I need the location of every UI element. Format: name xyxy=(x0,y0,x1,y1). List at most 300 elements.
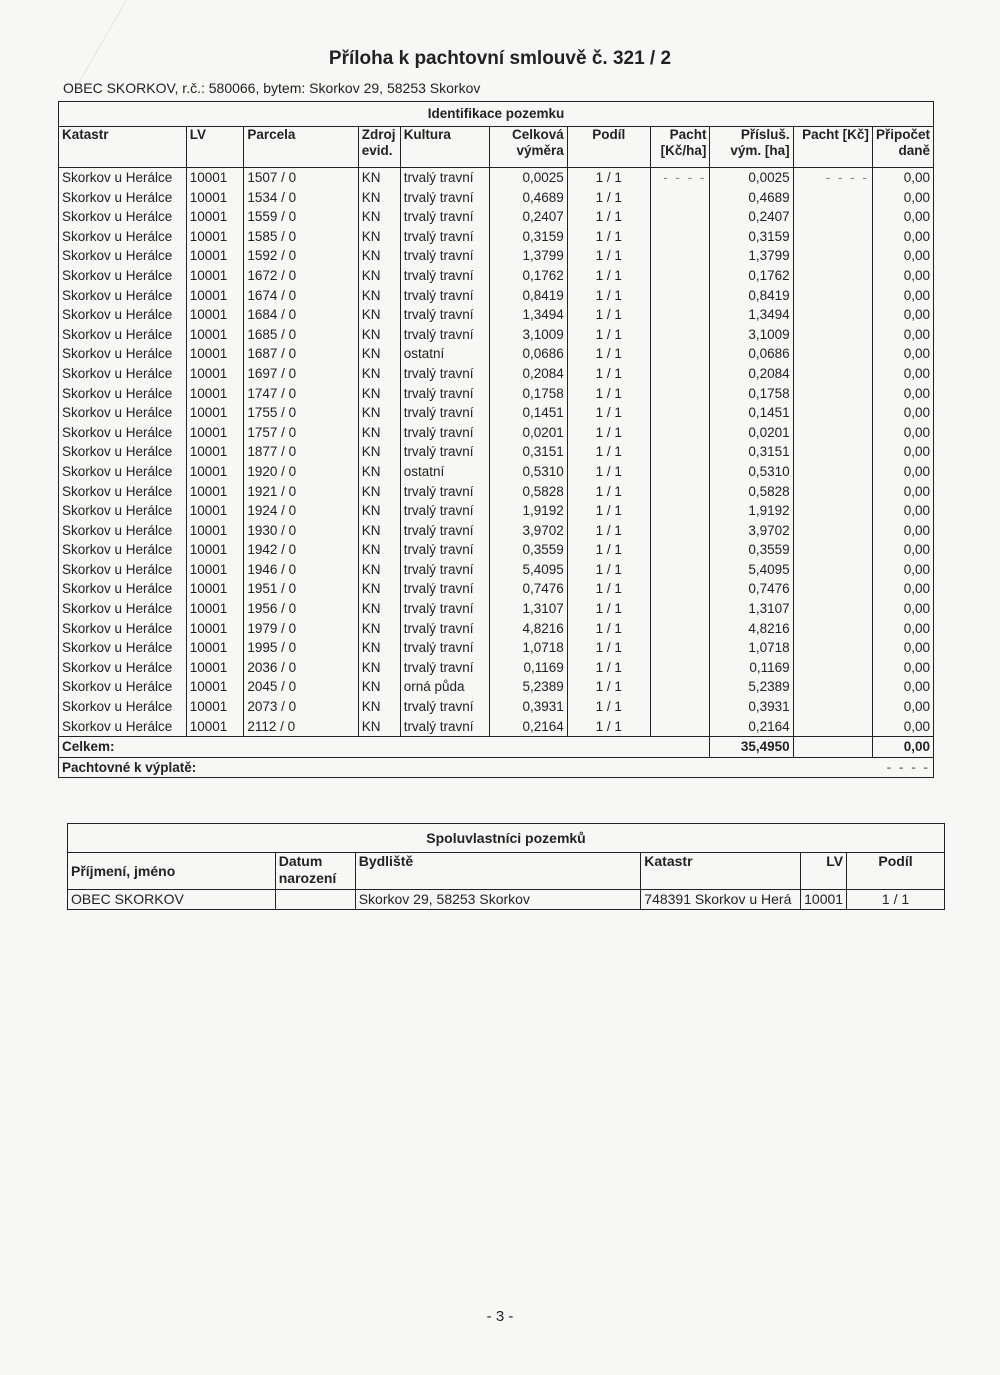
cell-zdroj: KN xyxy=(358,325,400,345)
cell-dan: 0,00 xyxy=(872,423,933,443)
cell-empty xyxy=(793,403,872,423)
col-lv: LV xyxy=(186,127,244,168)
cell-empty: - - - - xyxy=(650,168,710,188)
cell-prislus: 0,0686 xyxy=(710,344,793,364)
cell-vymera: 1,0718 xyxy=(490,638,567,658)
cell-zdroj: KN xyxy=(358,305,400,325)
co-owners-table xyxy=(67,823,945,910)
cell-vymera: 0,1762 xyxy=(490,266,567,286)
cell-empty xyxy=(650,344,710,364)
cell-katastr: Skorkov u Herálce xyxy=(59,560,187,580)
cell-podil: 1 / 1 xyxy=(567,168,650,188)
cell-prislus: 0,5828 xyxy=(710,482,793,502)
cell-vymera: 3,9702 xyxy=(490,521,567,541)
cell-empty xyxy=(793,462,872,482)
cell-dan: 0,00 xyxy=(872,442,933,462)
cell-dan: 0,00 xyxy=(872,638,933,658)
cell-parcela: 1956 / 0 xyxy=(244,599,358,619)
cell-empty xyxy=(650,560,710,580)
cell-empty xyxy=(650,286,710,306)
cell-podil: 1 / 1 xyxy=(567,521,650,541)
cell-vymera: 1,3494 xyxy=(490,305,567,325)
payout-dashes: - - - - xyxy=(872,757,933,778)
cell-parcela: 1592 / 0 xyxy=(244,246,358,266)
table-row xyxy=(59,560,934,580)
cell-zdroj: KN xyxy=(358,717,400,737)
col-celkova: Celková výměra xyxy=(490,127,567,168)
col-katastr2: Katastr xyxy=(641,853,801,890)
cell-lv: 10001 xyxy=(186,560,244,580)
cell-empty xyxy=(793,344,872,364)
cell-dan: 0,00 xyxy=(872,482,933,502)
cell-kultura: trvalý travní xyxy=(400,521,490,541)
table-row xyxy=(59,188,934,208)
cell-empty xyxy=(793,638,872,658)
cell-empty xyxy=(650,482,710,502)
cell-dan: 0,00 xyxy=(872,286,933,306)
cell-parcela: 1747 / 0 xyxy=(244,384,358,404)
cell-empty xyxy=(793,501,872,521)
cell-parcela: 2073 / 0 xyxy=(244,697,358,717)
cell-lv: 10001 xyxy=(186,540,244,560)
cell-parcela: 1995 / 0 xyxy=(244,638,358,658)
cell-prislus: 3,1009 xyxy=(710,325,793,345)
cell-lv: 10001 xyxy=(186,521,244,541)
cell-katastr: Skorkov u Herálce xyxy=(59,207,187,227)
cell-zdroj: KN xyxy=(358,286,400,306)
cell-empty xyxy=(650,364,710,384)
cell-zdroj: KN xyxy=(358,384,400,404)
cell-dan: 0,00 xyxy=(872,521,933,541)
cell-empty xyxy=(793,482,872,502)
cell-vymera: 0,5310 xyxy=(490,462,567,482)
cell-empty: - - - - xyxy=(793,168,872,188)
cell-empty xyxy=(650,462,710,482)
table-row xyxy=(68,890,945,910)
cell-vymera: 0,2164 xyxy=(490,717,567,737)
cell-parcela: 1946 / 0 xyxy=(244,560,358,580)
table-row xyxy=(59,442,934,462)
cell-zdroj: KN xyxy=(358,619,400,639)
cell-dan: 0,00 xyxy=(872,560,933,580)
cell-empty xyxy=(793,579,872,599)
cell-vymera: 0,3931 xyxy=(490,697,567,717)
cell-empty xyxy=(650,638,710,658)
cell-podil: 1 / 1 xyxy=(567,560,650,580)
table-row xyxy=(59,658,934,678)
cell-dan: 0,00 xyxy=(872,246,933,266)
cell-lv: 10001 xyxy=(186,697,244,717)
cell-empty xyxy=(650,403,710,423)
cell-vymera: 0,3151 xyxy=(490,442,567,462)
cell-prislus: 5,4095 xyxy=(710,560,793,580)
cell-parcela: 1920 / 0 xyxy=(244,462,358,482)
table-row xyxy=(59,207,934,227)
cell-empty xyxy=(650,423,710,443)
cell-empty xyxy=(793,658,872,678)
cell-empty xyxy=(650,442,710,462)
cell-zdroj: KN xyxy=(358,482,400,502)
cell-lv: 10001 xyxy=(186,501,244,521)
cell-podil: 1 / 1 xyxy=(567,246,650,266)
cell-zdroj: KN xyxy=(358,462,400,482)
cell-vymera: 0,0686 xyxy=(490,344,567,364)
cell-vymera: 1,3799 xyxy=(490,246,567,266)
cell-empty xyxy=(650,658,710,678)
cell-kultura: trvalý travní xyxy=(400,482,490,502)
cell-zdroj: KN xyxy=(358,364,400,384)
cell-zdroj: KN xyxy=(358,560,400,580)
cell-kultura: orná půda xyxy=(400,677,490,697)
cell-parcela: 1924 / 0 xyxy=(244,501,358,521)
cell-zdroj: KN xyxy=(358,677,400,697)
cell-katastr: Skorkov u Herálce xyxy=(59,482,187,502)
cell-katastr: Skorkov u Herálce xyxy=(59,579,187,599)
cell-kultura: trvalý travní xyxy=(400,599,490,619)
cell-empty xyxy=(650,697,710,717)
cell-podil: 1 / 1 xyxy=(567,442,650,462)
col-dob: Datum narození xyxy=(275,853,355,890)
cell-zdroj: KN xyxy=(358,599,400,619)
table-row xyxy=(59,423,934,443)
cell-empty xyxy=(793,266,872,286)
cell-kultura: trvalý travní xyxy=(400,658,490,678)
table-row xyxy=(59,521,934,541)
cell-empty xyxy=(650,325,710,345)
cell-prislus: 0,7476 xyxy=(710,579,793,599)
cell-kultura: trvalý travní xyxy=(400,717,490,737)
cell-kultura: ostatní xyxy=(400,462,490,482)
cell-empty xyxy=(650,677,710,697)
cell-katastr: Skorkov u Herálce xyxy=(59,599,187,619)
cell-zdroj: KN xyxy=(358,168,400,188)
cell-vymera: 0,2407 xyxy=(490,207,567,227)
cell-kultura: trvalý travní xyxy=(400,619,490,639)
cell-podil: 1 / 1 xyxy=(567,697,650,717)
cell-kultura: trvalý travní xyxy=(400,384,490,404)
cell-prislus: 0,3159 xyxy=(710,227,793,247)
cell-prislus: 5,2389 xyxy=(710,677,793,697)
cell-katastr: Skorkov u Herálce xyxy=(59,697,187,717)
cell-parcela: 1697 / 0 xyxy=(244,364,358,384)
cell-address: Skorkov 29, 58253 Skorkov xyxy=(355,890,641,910)
cell-katastr: Skorkov u Herálce xyxy=(59,521,187,541)
cell-kultura: trvalý travní xyxy=(400,266,490,286)
col-prislus: Přísluš. vým. [ha] xyxy=(710,127,793,168)
cell-vymera: 0,1169 xyxy=(490,658,567,678)
cell-dan: 0,00 xyxy=(872,619,933,639)
cell-dan: 0,00 xyxy=(872,501,933,521)
cell-empty xyxy=(793,521,872,541)
cell-kultura: ostatní xyxy=(400,344,490,364)
cell-kultura: trvalý travní xyxy=(400,188,490,208)
cell-lv: 10001 xyxy=(186,364,244,384)
cell-katastr: Skorkov u Herálce xyxy=(59,423,187,443)
cell-parcela: 1942 / 0 xyxy=(244,540,358,560)
cell-podil: 1 / 1 xyxy=(567,579,650,599)
cell-empty xyxy=(793,384,872,404)
table-row xyxy=(59,501,934,521)
cell-prislus: 3,9702 xyxy=(710,521,793,541)
cell-katastr: Skorkov u Herálce xyxy=(59,442,187,462)
cell-parcela: 1585 / 0 xyxy=(244,227,358,247)
cell-kultura: trvalý travní xyxy=(400,638,490,658)
table-row xyxy=(59,246,934,266)
cell-empty xyxy=(793,442,872,462)
cell-parcela: 1672 / 0 xyxy=(244,266,358,286)
cell-katastr: Skorkov u Herálce xyxy=(59,168,187,188)
cell-parcela: 1757 / 0 xyxy=(244,423,358,443)
cell-empty xyxy=(793,677,872,697)
col-katastr: Katastr xyxy=(59,127,187,168)
cell-prislus: 1,3494 xyxy=(710,305,793,325)
cell-lv: 10001 xyxy=(186,344,244,364)
cell-dan: 0,00 xyxy=(872,207,933,227)
cell-parcela: 1877 / 0 xyxy=(244,442,358,462)
col-parcela: Parcela xyxy=(244,127,358,168)
table-row xyxy=(59,677,934,697)
cell-vymera: 1,3107 xyxy=(490,599,567,619)
col-podil: Podíl xyxy=(567,127,650,168)
cell-podil: 1 / 1 xyxy=(567,540,650,560)
cell-podil: 1 / 1 xyxy=(567,717,650,737)
table-row xyxy=(59,599,934,619)
cell-vymera: 0,1758 xyxy=(490,384,567,404)
total-label: Celkem: xyxy=(59,737,710,758)
cell-parcela: 1685 / 0 xyxy=(244,325,358,345)
identification-table xyxy=(58,101,934,778)
cell-podil: 1 / 1 xyxy=(567,286,650,306)
identification-rows xyxy=(59,168,934,737)
cell-prislus: 0,0201 xyxy=(710,423,793,443)
cell-kultura: trvalý travní xyxy=(400,207,490,227)
cell-podil: 1 / 1 xyxy=(567,188,650,208)
cell-parcela: 1930 / 0 xyxy=(244,521,358,541)
cell-podil: 1 / 1 xyxy=(567,384,650,404)
cell-katastr: Skorkov u Herálce xyxy=(59,246,187,266)
cell-katastr: Skorkov u Herálce xyxy=(59,462,187,482)
col-lv2: LV xyxy=(801,853,847,890)
cell-podil: 1 / 1 xyxy=(567,266,650,286)
cell-dan: 0,00 xyxy=(872,364,933,384)
cell-zdroj: KN xyxy=(358,403,400,423)
cell-kultura: trvalý travní xyxy=(400,227,490,247)
cell-podil: 1 / 1 xyxy=(567,207,650,227)
cell-empty xyxy=(793,286,872,306)
cell-dan: 0,00 xyxy=(872,579,933,599)
cell-empty xyxy=(650,619,710,639)
cell-kultura: trvalý travní xyxy=(400,697,490,717)
co-owners-rows xyxy=(68,890,945,910)
cell-kultura: trvalý travní xyxy=(400,442,490,462)
col-address: Bydliště xyxy=(355,853,641,890)
cell-dan: 0,00 xyxy=(872,403,933,423)
cell-katastr: Skorkov u Herálce xyxy=(59,384,187,404)
table-row xyxy=(59,168,934,188)
cell-vymera: 5,4095 xyxy=(490,560,567,580)
cell-katastr: Skorkov u Herálce xyxy=(59,501,187,521)
cell-lv: 10001 xyxy=(186,168,244,188)
cell-lv: 10001 xyxy=(186,638,244,658)
col-pripocet: Připočet daně xyxy=(872,127,933,168)
cell-empty xyxy=(650,384,710,404)
cell-dob xyxy=(275,890,355,910)
cell-prislus: 0,8419 xyxy=(710,286,793,306)
cell-dan: 0,00 xyxy=(872,462,933,482)
cell-empty xyxy=(650,266,710,286)
col-zdroj: Zdroj evid. xyxy=(358,127,400,168)
cell-empty xyxy=(793,325,872,345)
page-number: - 3 - xyxy=(486,1308,514,1325)
cell-empty xyxy=(650,540,710,560)
cell-lv: 10001 xyxy=(186,403,244,423)
cell-katastr: Skorkov u Herálce xyxy=(59,305,187,325)
cell-katastr: Skorkov u Herálce xyxy=(59,188,187,208)
cell-parcela: 1979 / 0 xyxy=(244,619,358,639)
cell-zdroj: KN xyxy=(358,697,400,717)
cell-empty xyxy=(793,717,872,737)
cell-parcela: 2112 / 0 xyxy=(244,717,358,737)
cell-kultura: trvalý travní xyxy=(400,560,490,580)
cell-prislus: 1,3799 xyxy=(710,246,793,266)
cell-podil: 1 / 1 xyxy=(567,227,650,247)
table-row xyxy=(59,286,934,306)
document-title: Příloha k pachtovní smlouvě č. 321 / 2 xyxy=(328,48,672,69)
table-row xyxy=(59,697,934,717)
cell-zdroj: KN xyxy=(358,638,400,658)
cell-lv: 10001 xyxy=(186,227,244,247)
cell-empty xyxy=(793,540,872,560)
cell-parcela: 1921 / 0 xyxy=(244,482,358,502)
cell-dan: 0,00 xyxy=(872,266,933,286)
cell-dan: 0,00 xyxy=(872,227,933,247)
cell-prislus: 0,3931 xyxy=(710,697,793,717)
cell-prislus: 0,3559 xyxy=(710,540,793,560)
cell-katastr: Skorkov u Herálce xyxy=(59,266,187,286)
cell-lv: 10001 xyxy=(186,442,244,462)
cell-vymera: 3,1009 xyxy=(490,325,567,345)
cell-podil: 1 / 1 xyxy=(567,677,650,697)
cell-zdroj: KN xyxy=(358,521,400,541)
cell-dan: 0,00 xyxy=(872,658,933,678)
cell-parcela: 2036 / 0 xyxy=(244,658,358,678)
cell-lv: 10001 xyxy=(186,619,244,639)
cell-podil: 1 / 1 xyxy=(567,462,650,482)
cell-dan: 0,00 xyxy=(872,188,933,208)
total-dan: 0,00 xyxy=(872,737,933,758)
table-row xyxy=(59,462,934,482)
cell-vymera: 5,2389 xyxy=(490,677,567,697)
cell-podil: 1 / 1 xyxy=(567,423,650,443)
identification-title: Identifikace pozemku xyxy=(59,102,934,127)
cell-lv: 10001 xyxy=(186,423,244,443)
table-row xyxy=(59,619,934,639)
cell-parcela: 1951 / 0 xyxy=(244,579,358,599)
cell-empty xyxy=(793,560,872,580)
cell-prislus: 1,9192 xyxy=(710,501,793,521)
table-row xyxy=(59,403,934,423)
table-row xyxy=(59,482,934,502)
cell-kultura: trvalý travní xyxy=(400,579,490,599)
cell-podil: 1 / 1 xyxy=(567,305,650,325)
cell-kultura: trvalý travní xyxy=(400,364,490,384)
cell-podil: 1 / 1 xyxy=(847,890,945,910)
cell-kultura: trvalý travní xyxy=(400,168,490,188)
cell-empty xyxy=(650,717,710,737)
cell-dan: 0,00 xyxy=(872,717,933,737)
cell-dan: 0,00 xyxy=(872,599,933,619)
cell-prislus: 0,1762 xyxy=(710,266,793,286)
cell-prislus: 4,8216 xyxy=(710,619,793,639)
cell-parcela: 1687 / 0 xyxy=(244,344,358,364)
cell-empty xyxy=(793,207,872,227)
table-row xyxy=(59,305,934,325)
cell-prislus: 0,0025 xyxy=(710,168,793,188)
cell-prislus: 0,1169 xyxy=(710,658,793,678)
cell-katastr: Skorkov u Herálce xyxy=(59,677,187,697)
cell-podil: 1 / 1 xyxy=(567,658,650,678)
cell-empty xyxy=(793,188,872,208)
cell-prislus: 0,2407 xyxy=(710,207,793,227)
cell-parcela: 2045 / 0 xyxy=(244,677,358,697)
cell-vymera: 4,8216 xyxy=(490,619,567,639)
cell-kultura: trvalý travní xyxy=(400,423,490,443)
cell-lv: 10001 xyxy=(186,579,244,599)
cell-zdroj: KN xyxy=(358,344,400,364)
cell-zdroj: KN xyxy=(358,423,400,443)
table-row xyxy=(59,384,934,404)
cell-dan: 0,00 xyxy=(872,305,933,325)
cell-katastr: Skorkov u Herálce xyxy=(59,227,187,247)
cell-dan: 0,00 xyxy=(872,540,933,560)
table-row xyxy=(59,266,934,286)
cell-vymera: 1,9192 xyxy=(490,501,567,521)
cell-zdroj: KN xyxy=(358,501,400,521)
cell-vymera: 0,5828 xyxy=(490,482,567,502)
cell-vymera: 0,4689 xyxy=(490,188,567,208)
table-row xyxy=(59,344,934,364)
cell-prislus: 0,1451 xyxy=(710,403,793,423)
cell-vymera: 0,0201 xyxy=(490,423,567,443)
cell-kultura: trvalý travní xyxy=(400,540,490,560)
cell-empty xyxy=(793,619,872,639)
cell-empty xyxy=(650,521,710,541)
table-row xyxy=(59,540,934,560)
cell-lv: 10001 xyxy=(186,207,244,227)
cell-katastr: Skorkov u Herálce xyxy=(59,325,187,345)
cell-lv: 10001 xyxy=(186,246,244,266)
table-row xyxy=(59,638,934,658)
cell-prislus: 0,2084 xyxy=(710,364,793,384)
cell-empty xyxy=(650,188,710,208)
cell-katastr: Skorkov u Herálce xyxy=(59,638,187,658)
cell-dan: 0,00 xyxy=(872,325,933,345)
cell-empty xyxy=(793,364,872,384)
table-row xyxy=(59,717,934,737)
cell-podil: 1 / 1 xyxy=(567,403,650,423)
cell-podil: 1 / 1 xyxy=(567,501,650,521)
cell-prislus: 0,1758 xyxy=(710,384,793,404)
cell-podil: 1 / 1 xyxy=(567,325,650,345)
cell-zdroj: KN xyxy=(358,579,400,599)
cell-empty xyxy=(650,501,710,521)
cell-lv: 10001 xyxy=(186,462,244,482)
cell-podil: 1 / 1 xyxy=(567,482,650,502)
cell-prislus: 0,5310 xyxy=(710,462,793,482)
cell-katastr: Skorkov u Herálce xyxy=(59,717,187,737)
cell-lv: 10001 xyxy=(186,286,244,306)
col-name: Příjmení, jméno xyxy=(68,853,276,890)
